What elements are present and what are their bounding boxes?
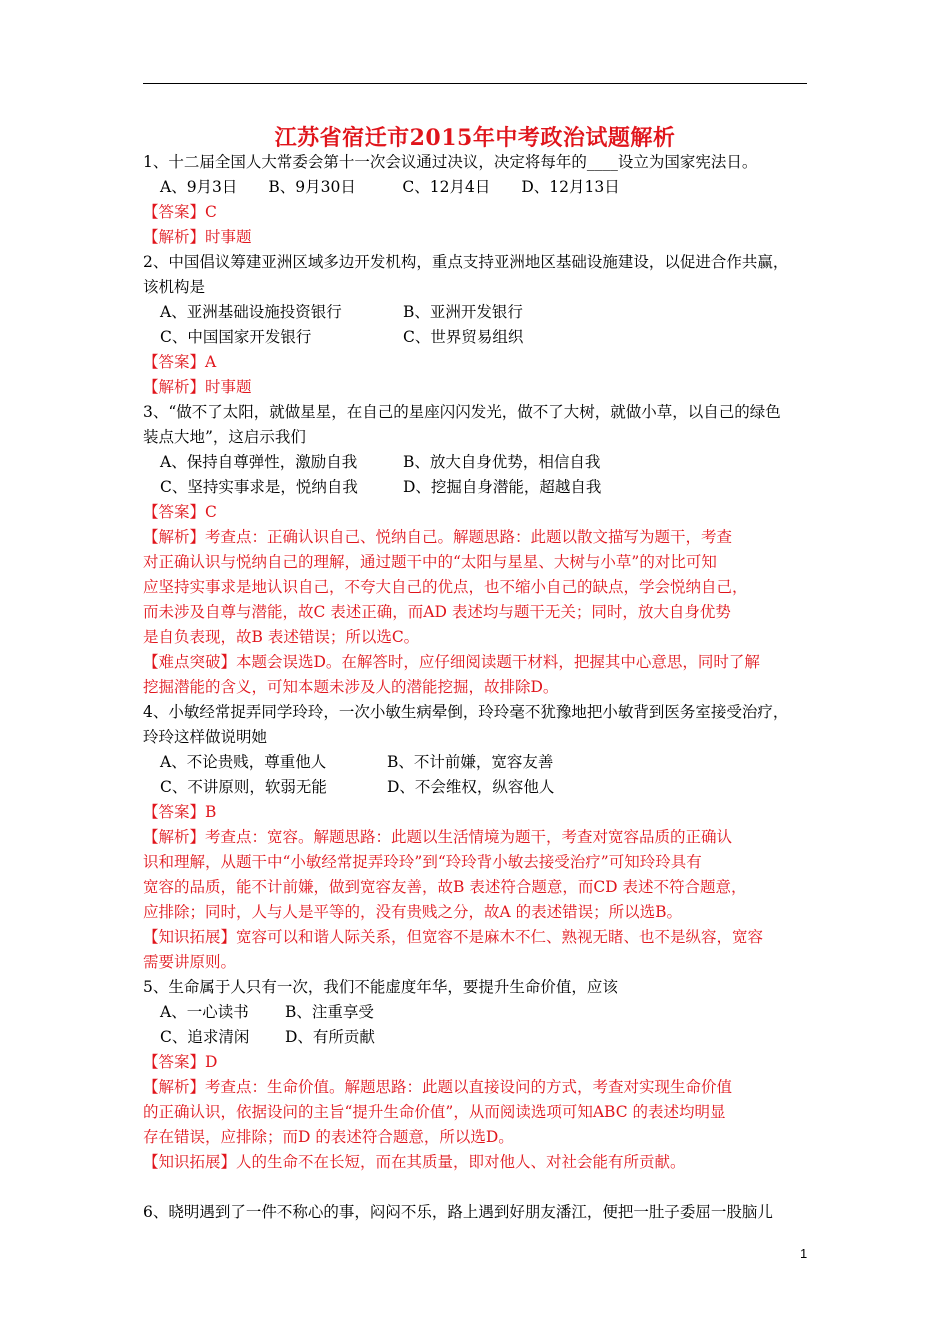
header-rule bbox=[143, 83, 807, 84]
q4-option-d: D、不会维权，纵容他人 bbox=[387, 778, 555, 796]
q2-option-c: C、中国国家开发银行 bbox=[160, 328, 312, 346]
q3-stem-line1: 3、“做不了太阳，就做星星，在自己的星座闪闪发光，做不了大树，就做小草，以自己的绿色 bbox=[143, 403, 781, 421]
q4-option-b: B、不计前嫌，宽容友善 bbox=[387, 753, 554, 771]
q2-option-a: A、亚洲基础设施投资银行 bbox=[160, 303, 342, 321]
q2-stem-line2: 该机构是 bbox=[143, 278, 206, 296]
q6-stem: 6、晓明遇到了一件不称心的事，闷闷不乐，路上遇到好朋友潘江，便把一肚子委屈一股脑儿 bbox=[143, 1203, 773, 1221]
q3-analysis-line: 是自负表现，故B 表述错误；所以选C。 bbox=[143, 628, 420, 646]
q2-answer: 【答案】A bbox=[143, 353, 217, 371]
q3-option-d: D、挖掘自身潜能，超越自我 bbox=[403, 478, 602, 496]
q4-stem-line1: 4、小敏经常捉弄同学玲玲，一次小敏生病晕倒，玲玲毫不犹豫地把小敏背到医务室接受治疗， bbox=[143, 703, 789, 721]
q2-analysis: 【解析】时事题 bbox=[143, 378, 252, 396]
q1-stem: 1、十二届全国人大常委会第十一次会议通过决议，决定将每年的____设立为国家宪法日。 bbox=[143, 153, 758, 171]
q3-analysis-line: 【解析】考查点：正确认识自己、悦纳自己。解题思路：此题以散文描写为题干，考查 bbox=[143, 528, 733, 546]
q3-option-a: A、保持自尊弹性，激励自我 bbox=[160, 453, 358, 471]
q4-analysis-line: 应排除；同时，人与人是平等的，没有贵贱之分，故A 的表述错误；所以选B。 bbox=[143, 903, 683, 921]
q3-analysis-line: 而未涉及自尊与潜能，故C 表述正确，而AD 表述均与题干无关；同时，放大自身优势 bbox=[143, 603, 731, 621]
q3-option-c: C、坚持实事求是，悦纳自我 bbox=[160, 478, 358, 496]
q4-option-a: A、不论贵贱，尊重他人 bbox=[160, 753, 327, 771]
q3-analysis-line: 对正确认识与悦纳自己的理解，通过题干中的“太阳与星星、大树与小草”的对比可知 bbox=[143, 553, 717, 571]
q5-answer: 【答案】D bbox=[143, 1053, 218, 1071]
page-title: 江苏省宿迁市2015年中考政治试题解析 bbox=[274, 125, 676, 151]
q5-stem: 5、生命属于人只有一次，我们不能虚度年华，要提升生命价值，应该 bbox=[143, 978, 618, 996]
q4-option-c: C、不讲原则，软弱无能 bbox=[160, 778, 327, 796]
q5-option-d: D、有所贡献 bbox=[285, 1028, 375, 1046]
q5-option-c: C、追求清闲 bbox=[160, 1028, 250, 1046]
q3-stem-line2: 装点大地”，这启示我们 bbox=[143, 428, 306, 446]
q4-extension-line: 需要讲原则。 bbox=[143, 953, 237, 971]
q5-option-a: A、一心读书 bbox=[160, 1003, 249, 1021]
q4-extension-line: 【知识拓展】宽容可以和谐人际关系，但宽容不是麻木不仁、熟视无睹、也不是纵容，宽容 bbox=[143, 928, 764, 946]
q4-analysis-line: 识和理解，从题干中“小敏经常捉弄玲玲”到“玲玲背小敏去接受治疗”可知玲玲具有 bbox=[143, 853, 702, 871]
q5-extension: 【知识拓展】人的生命不在长短，而在其质量，即对他人、对社会能有所贡献。 bbox=[143, 1153, 686, 1171]
q2-option-b: B、亚洲开发银行 bbox=[403, 303, 523, 321]
q5-analysis-line: 存在错误，应排除；而D 的表述符合题意，所以选D。 bbox=[143, 1128, 514, 1146]
q1-answer: 【答案】C bbox=[143, 203, 217, 221]
q4-stem-line2: 玲玲这样做说明她 bbox=[143, 728, 268, 746]
q3-difficulty-line: 【难点突破】本题会误选D。在解答时，应仔细阅读题干材料，把握其中心意思，同时了解 bbox=[143, 653, 760, 671]
q5-option-b: B、注重享受 bbox=[285, 1003, 374, 1021]
q5-analysis-line: 【解析】考查点：生命价值。解题思路：此题以直接设问的方式，考查对实现生命价值 bbox=[143, 1078, 733, 1096]
q3-option-b: B、放大自身优势，相信自我 bbox=[403, 453, 601, 471]
q4-answer: 【答案】B bbox=[143, 803, 217, 821]
q3-analysis-line: 应坚持实事求是地认识自己，不夸大自己的优点，也不缩小自己的缺点，学会悦纳自己， bbox=[143, 578, 748, 596]
q2-stem-line1: 2、中国倡议筹建亚洲区域多边开发机构，重点支持亚洲地区基础设施建设，以促进合作共赢， bbox=[143, 253, 789, 271]
q1-analysis: 【解析】时事题 bbox=[143, 228, 252, 246]
q3-answer: 【答案】C bbox=[143, 503, 217, 521]
q4-analysis-line: 宽容的品质，能不计前嫌，做到宽容友善，故B 表述符合题意，而CD 表述不符合题意， bbox=[143, 878, 747, 896]
q1-options: A、9月3日 B、9月30日 C、12月4日 D、12月13日 bbox=[160, 178, 620, 196]
page-number: 1 bbox=[800, 1246, 808, 1261]
q5-analysis-line: 的正确认识，依据设问的主旨“提升生命价值”，从而阅读选项可知ABC 的表述均明显 bbox=[143, 1103, 726, 1121]
q2-option-d: C、世界贸易组织 bbox=[403, 328, 524, 346]
q4-analysis-line: 【解析】考查点：宽容。解题思路：此题以生活情境为题干，考查对宽容品质的正确认 bbox=[143, 828, 733, 846]
q3-difficulty-line: 挖掘潜能的含义，可知本题未涉及人的潜能挖掘，故排除D。 bbox=[143, 678, 559, 696]
